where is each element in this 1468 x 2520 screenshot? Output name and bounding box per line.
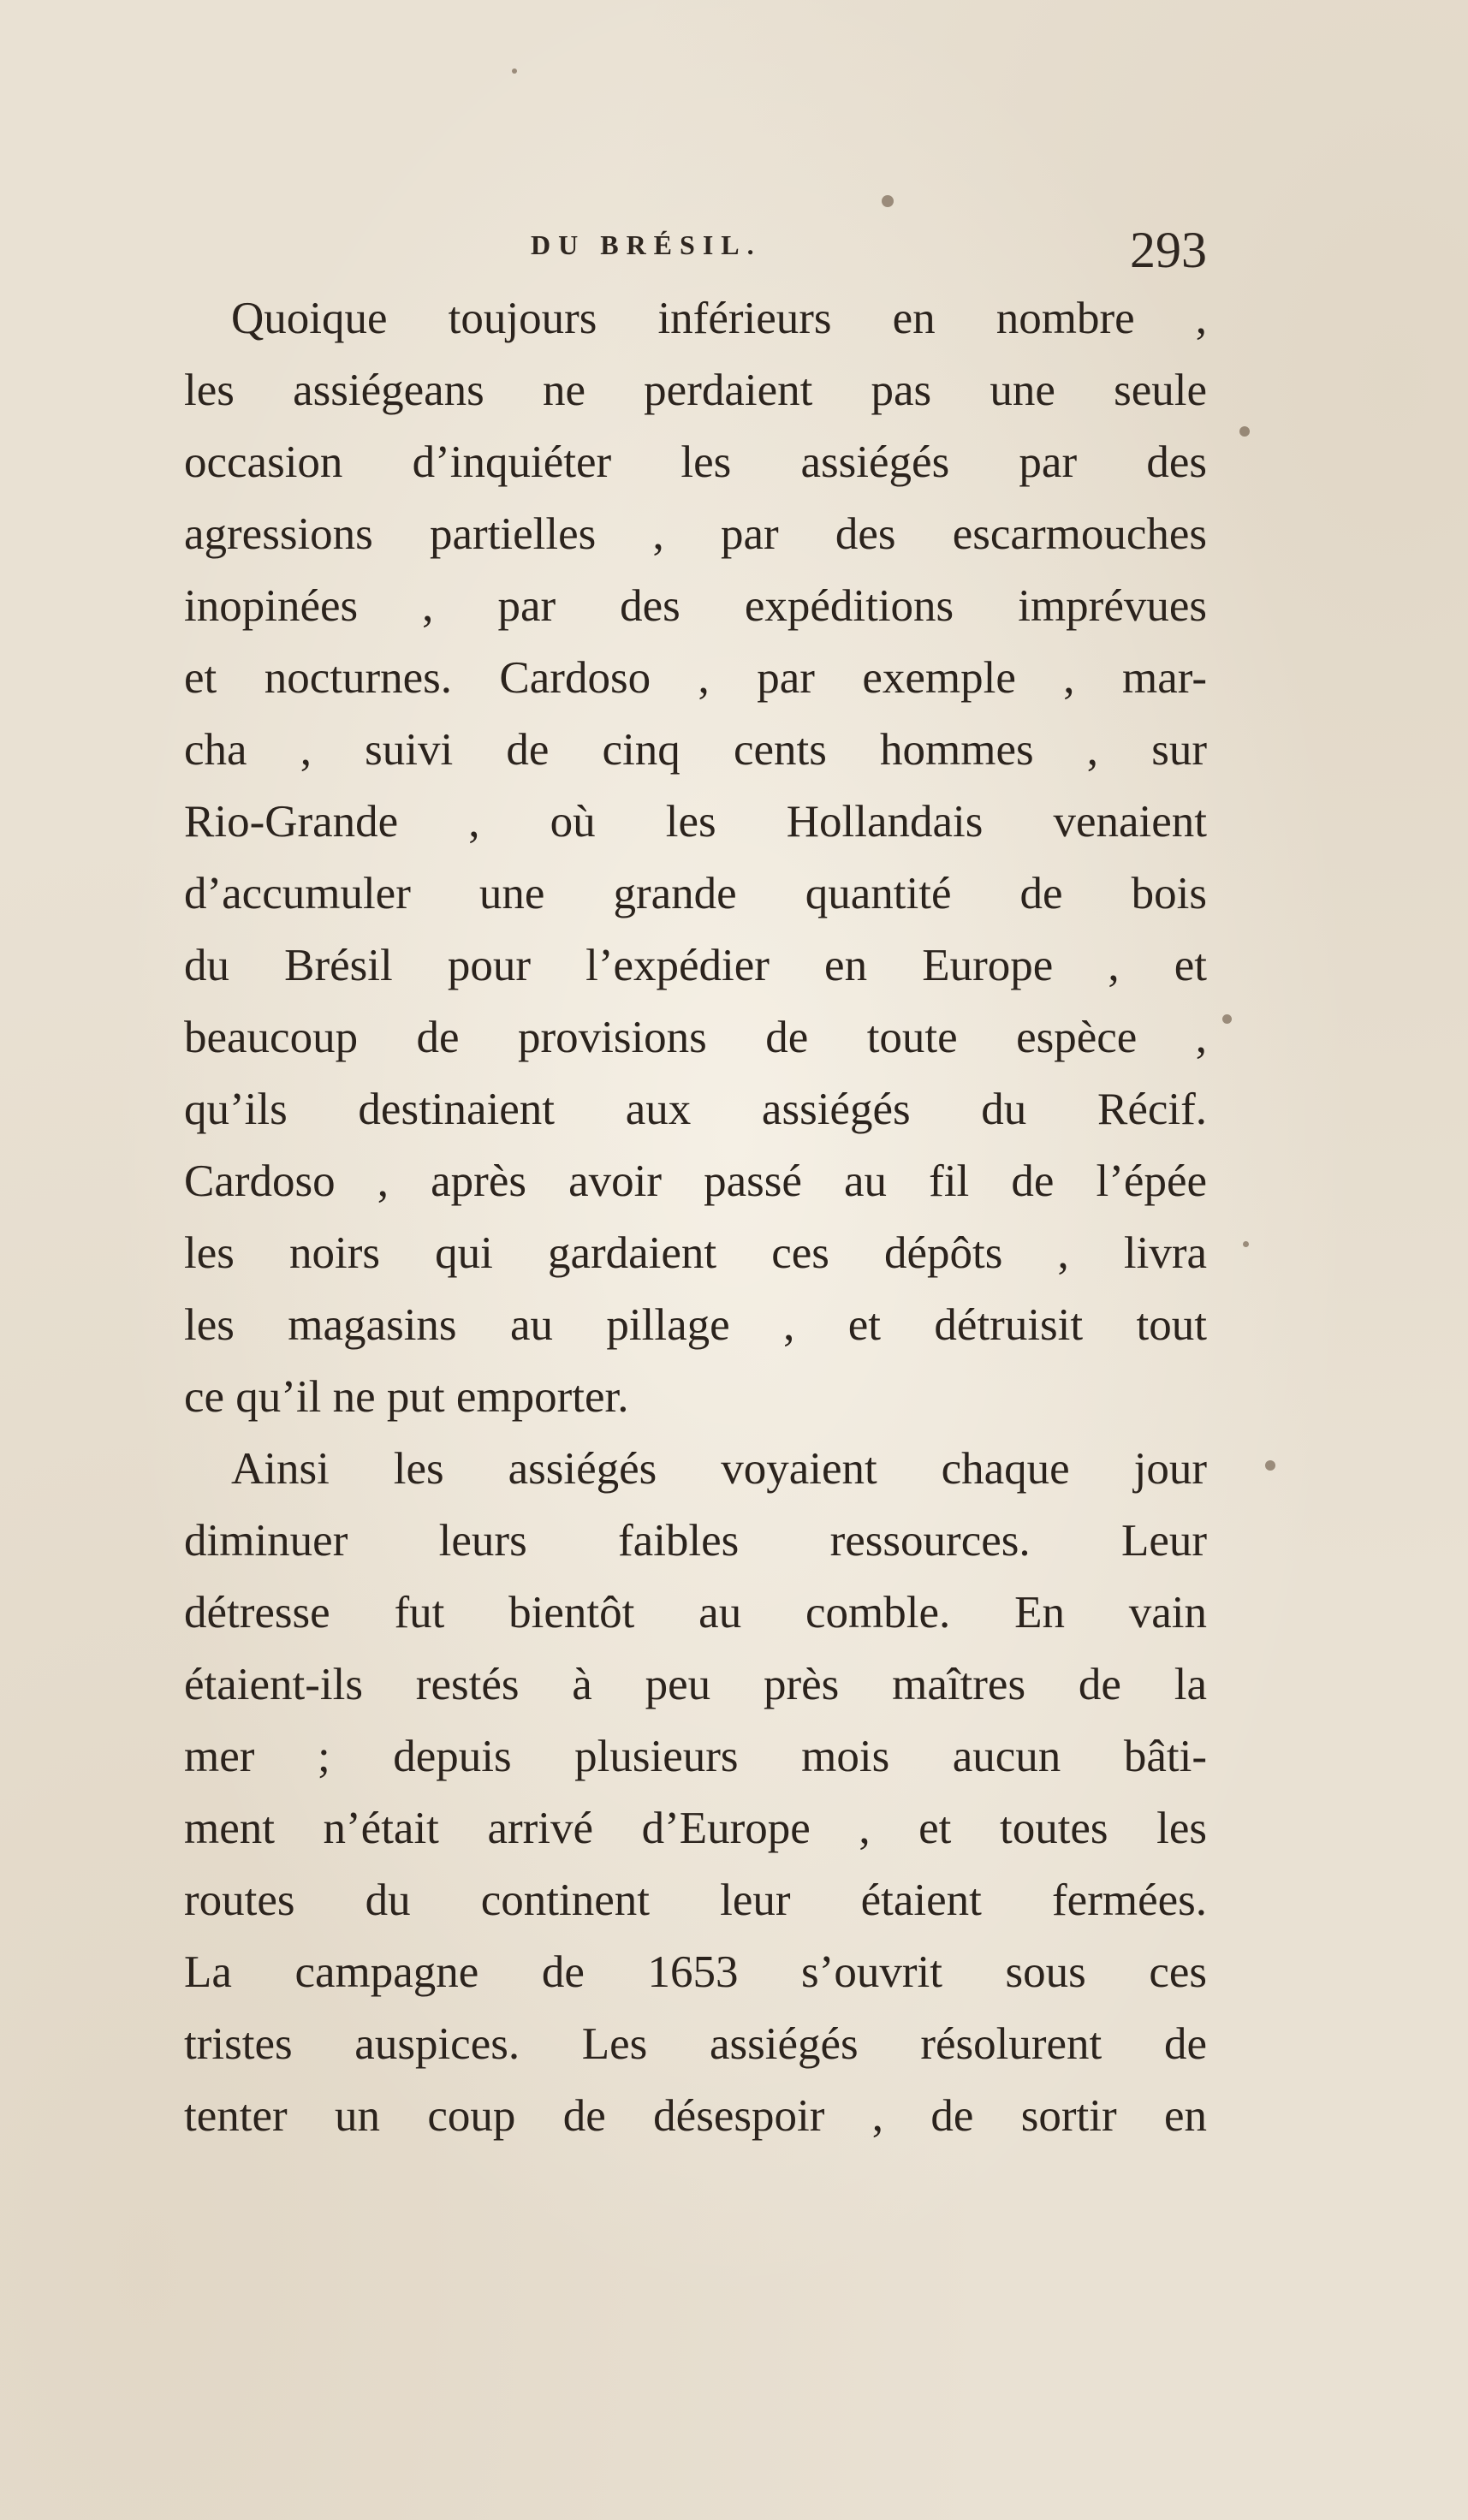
- paper-speck: [882, 195, 894, 207]
- text-line: tenter un coup de désespoir , de sortir en: [184, 2091, 1207, 2141]
- text-line: cha , suivi de cinq cents hommes , sur: [184, 725, 1207, 775]
- text-line: qu’ils destinaient aux assiégés du Récif.: [184, 1085, 1207, 1134]
- text-line: les noirs qui gardaient ces dépôts , livra: [184, 1228, 1207, 1278]
- text-line: les assiégeans ne perdaient pas une seule: [184, 366, 1207, 415]
- paragraph-2: [184, 1433, 1207, 2152]
- text-line: et nocturnes. Cardoso , par exemple , mar-: [184, 653, 1207, 703]
- text-line: beaucoup de provisions de toute espèce ,: [184, 1013, 1207, 1062]
- text-line: ment n’était arrivé d’Europe , et toutes les: [184, 1804, 1207, 1853]
- paper-speck: [1239, 426, 1250, 437]
- text-line: occasion d’inquiéter les assiégés par des: [184, 437, 1207, 487]
- text-line: mer ; depuis plusieurs mois aucun bâti-: [184, 1732, 1207, 1781]
- paper-speck: [1243, 1241, 1249, 1247]
- text-line: étaient-ils restés à peu près maîtres de la: [184, 1660, 1207, 1709]
- text-line: du Brésil pour l’expédier en Europe , et: [184, 941, 1207, 990]
- running-head: [184, 221, 1207, 278]
- text-line: détresse fut bientôt au comble. En vain: [184, 1588, 1207, 1637]
- running-title: DU BRÉSIL.: [531, 229, 762, 260]
- text-line: les magasins au pillage , et détruisit tout: [184, 1300, 1207, 1350]
- paragraph-1: [184, 282, 1207, 1433]
- body-text: [184, 282, 1207, 2152]
- text-line: d’accumuler une grande quantité de bois: [184, 869, 1207, 918]
- text-line: tristes auspices. Les assiégés résolurent de: [184, 2019, 1207, 2069]
- text-line: Ainsi les assiégés voyaient chaque jour: [231, 1444, 1207, 1494]
- text-line: agressions partielles , par des escarmouches: [184, 509, 1207, 559]
- text-line: Cardoso , après avoir passé au fil de l’épée: [184, 1156, 1207, 1206]
- paper-speck: [1265, 1460, 1275, 1471]
- text-line: diminuer leurs faibles ressources. Leur: [184, 1516, 1207, 1566]
- text-line: Rio-Grande , où les Hollandais venaient: [184, 797, 1207, 847]
- text-line: routes du continent leur étaient fermées.: [184, 1875, 1207, 1925]
- page-number: 293: [1130, 222, 1207, 278]
- text-line: inopinées , par des expéditions imprévues: [184, 581, 1207, 631]
- paper-speck: [512, 68, 517, 74]
- text-line: Quoique toujours inférieurs en nombre ,: [231, 294, 1207, 343]
- paper-speck: [1222, 1014, 1232, 1024]
- text-line: La campagne de 1653 s’ouvrit sous ces: [184, 1947, 1207, 1997]
- text-line: ce qu’il ne put emporter.: [184, 1372, 629, 1422]
